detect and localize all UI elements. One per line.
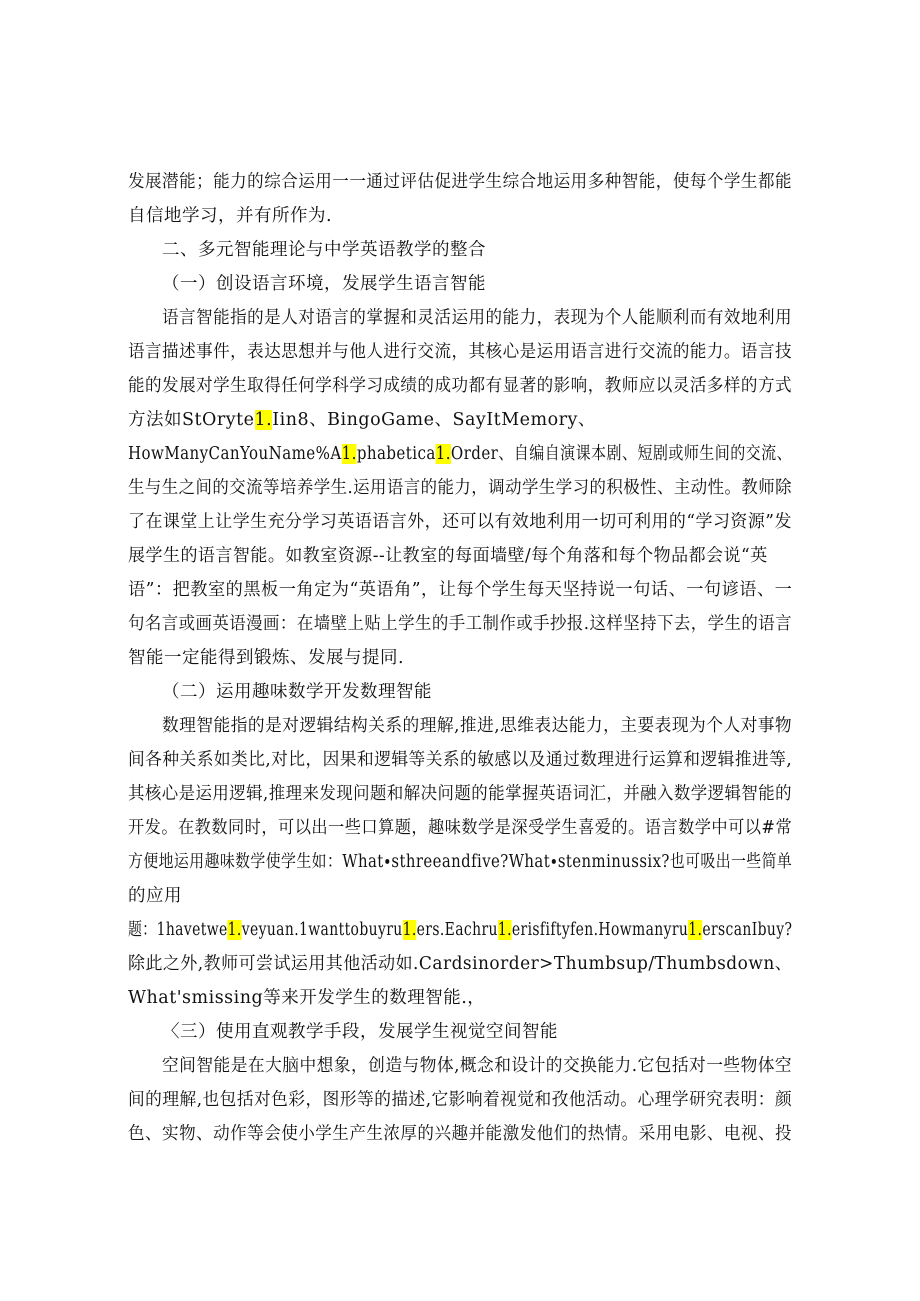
text-segment: HowManyCanYouName%A <box>128 444 342 464</box>
highlighted-text: 1. <box>497 920 512 940</box>
highlighted-text: 1. <box>254 410 273 430</box>
text-segment: 了在课堂上让学生充分学习英语语言外，还可以有效地利用一切可利用的“学习资源”发 <box>128 512 792 532</box>
text-segment: veyuan.1wanttobuyru <box>241 920 403 940</box>
text-line <box>128 335 792 369</box>
text-line <box>128 1083 792 1117</box>
text-segment: （二）运用趣味数学开发数理智能 <box>162 682 432 702</box>
text-segment: What'smissing等来开发学生的数理智能.， <box>128 988 486 1008</box>
highlighted-text: 1. <box>402 920 417 940</box>
highlighted-text: 1. <box>227 920 242 940</box>
text-line <box>128 403 596 437</box>
highlighted-text: 1. <box>435 444 451 464</box>
text-line <box>128 913 792 947</box>
text-segment: Iin8、BingoGame、SayItMemory、 <box>272 410 596 430</box>
text-segment: 方便地运用趣味数学使学生如：What∙sthreeandfive?What∙stenminussix?也可吸出一些简单 <box>128 852 793 872</box>
text-line <box>128 777 792 811</box>
text-line <box>162 267 486 301</box>
text-line <box>162 709 792 743</box>
text-line <box>128 505 792 539</box>
text-line <box>128 845 792 879</box>
text-segment: erisfiftyfen.Howmanyru <box>511 920 689 940</box>
highlighted-text: 1. <box>341 444 357 464</box>
text-segment: 数理智能指的是对逻辑结构关系的理解,推进,思维表达能力，主要表现为个人对事物 <box>162 716 793 736</box>
text-segment: ers.Eachru <box>416 920 498 940</box>
text-segment: erscanIbuy? <box>702 920 793 940</box>
text-segment: Order、自编自演课本剧、短剧或师生间的交流、 <box>450 444 793 464</box>
text-segment: 二、多元智能理论与中学英语教学的整合 <box>162 240 486 260</box>
text-line <box>128 641 404 675</box>
text-line <box>128 165 792 199</box>
text-line <box>128 199 332 233</box>
text-line <box>128 981 485 1015</box>
text-line <box>162 1049 792 1083</box>
text-segment: phabetica <box>356 444 436 464</box>
text-line <box>162 233 486 267</box>
text-line <box>128 947 792 981</box>
text-segment: 色、实物、动作等会使小学生产生浓厚的兴趣并能激发他们的热情。采用电影、电视、投 <box>128 1124 792 1144</box>
text-line <box>128 879 182 913</box>
text-line <box>128 539 768 573</box>
text-line <box>128 743 792 777</box>
text-segment: 的应用 <box>128 886 182 906</box>
text-line <box>128 369 792 403</box>
text-segment: 除此之外,教师可尝试运用其他活动如.Cardsinorder>Thumbsup/Thumbsdown、 <box>128 954 793 974</box>
text-segment: （一）创设语言环境，发展学生语言智能 <box>162 274 486 294</box>
text-segment: 空间智能是在大脑中想象，创造与物体,概念和设计的交换能力.它包括对一些物体空 <box>162 1056 793 1076</box>
text-segment: 方法如StOryte <box>128 410 255 430</box>
text-segment: 语言描述事件，表达思想并与他人进行交流，其核心是运用语言进行交流的能力。语言技 <box>128 342 792 362</box>
text-line <box>162 675 432 709</box>
text-segment: 自信地学习，并有所作为. <box>128 206 333 226</box>
text-segment: 生与生之间的交流等培养学生.运用语言的能力，调动学生学习的积极性、主动性。教师除 <box>128 478 793 498</box>
text-line <box>128 437 792 471</box>
text-segment: 能的发展对学生取得任何学科学习成绩的成功都有显著的影响，教师应以灵活多样的方式 <box>128 376 792 396</box>
text-segment: 发展潜能；能力的综合运用一一通过评估促进学生综合地运用多种智能，使每个学生都能 <box>128 172 792 192</box>
text-segment: 智能一定能得到锻炼、发展与提同. <box>128 648 405 668</box>
text-line <box>128 607 792 641</box>
text-segment: 展学生的语言智能。如教室资源--让教室的每面墙壁/每个角落和每个物品都会说“英 <box>128 546 768 566</box>
text-segment: 〈三）使用直观教学手段，发展学生视觉空间智能 <box>162 1022 558 1042</box>
text-segment: 语”：把教室的黑板一角定为“英语角”，让每个学生每天坚持说一句话、一句谚语、一 <box>128 580 793 600</box>
text-segment: 间各种关系如类比,对比，因果和逻辑等关系的敏感以及通过数理进行运算和逻辑推进等, <box>128 750 793 770</box>
text-segment: 其核心是运用逻辑,推理来发现问题和解决问题的能掌握英语词汇，并融入数学逻辑智能的 <box>128 784 793 804</box>
text-segment: 开发。在教数同时，可以出一些口算题，趣味数学是深受学生喜爱的。语言数学中可以#常 <box>128 818 793 838</box>
highlighted-text: 1. <box>688 920 703 940</box>
text-line <box>128 811 792 845</box>
text-segment: 语言智能指的是人对语言的掌握和灵活运用的能力，表现为个人能顺利而有效地利用 <box>162 308 792 328</box>
text-line <box>162 301 792 335</box>
text-line <box>128 573 792 607</box>
text-line <box>162 1015 558 1049</box>
text-segment: 句名言或画英语漫画：在墙壁上贴上学生的手工制作或手抄报.这样坚持下去，学生的语言 <box>128 614 793 634</box>
text-line <box>128 1117 792 1151</box>
text-line <box>128 471 792 505</box>
text-segment: 间的理解,也包括对色彩，图形等的描述,它影响着视觉和孜他活动。心理学研究表明：颜 <box>128 1090 793 1110</box>
text-segment: 题：1havetwe <box>128 920 228 940</box>
